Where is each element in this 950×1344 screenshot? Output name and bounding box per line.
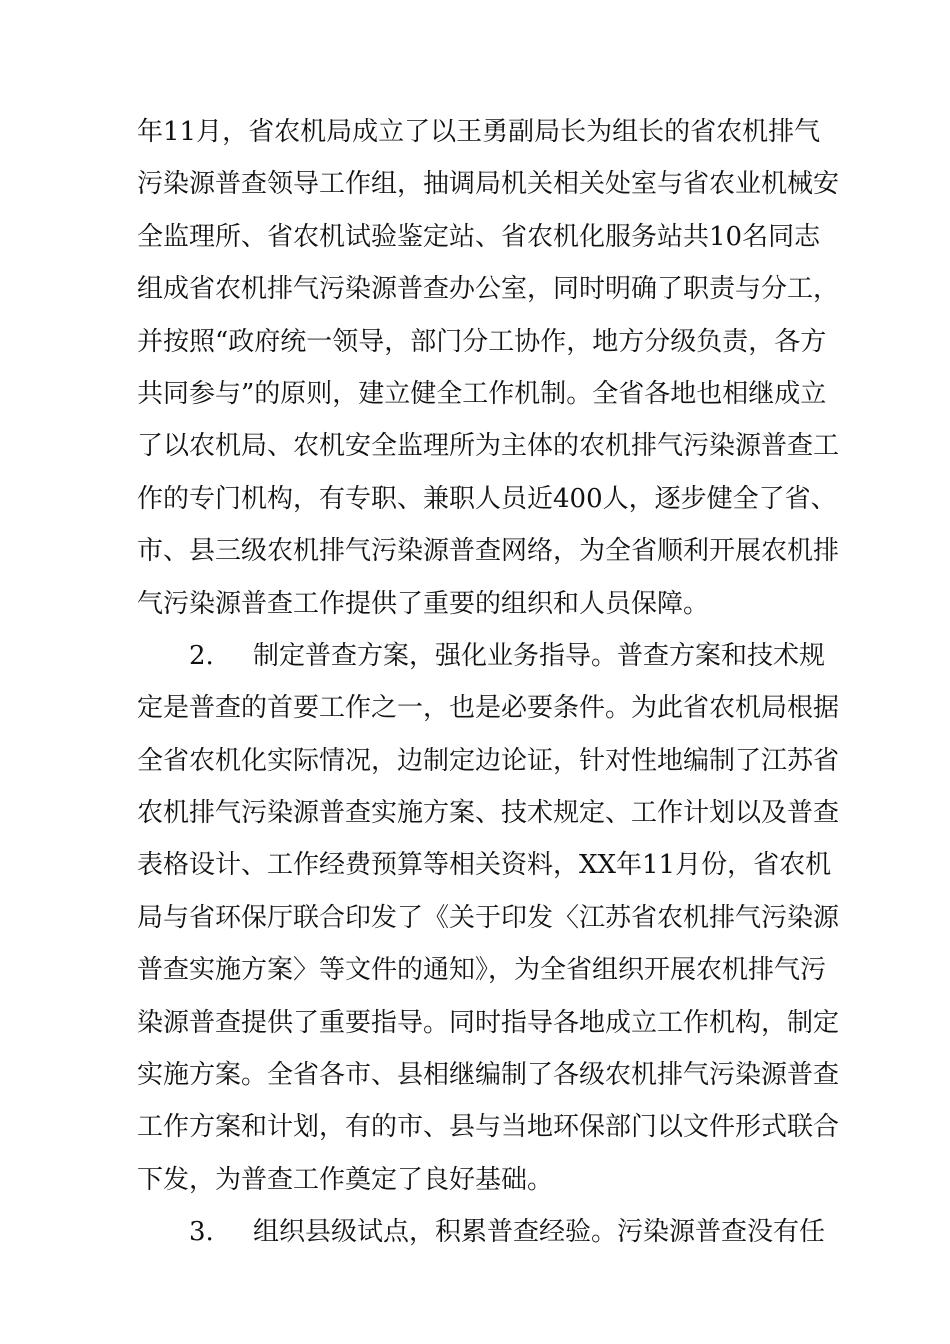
text-line: 了以农机局、农机安全监理所为主体的农机排气污染源普查工	[137, 431, 840, 462]
section-2-first-line: 制定普查方案，强化业务指导。普查方案和技术规	[253, 640, 826, 671]
text-line: 共同参与”的原则，建立健全工作机制。全省各地也相继成立	[137, 378, 827, 409]
text-line: 污染源普查领导工作组，抽调局机关相关处室与省农业机械安	[137, 169, 840, 200]
text-line: 工作方案和计划，有的市、县与当地环保部门以文件形式联合	[137, 1112, 840, 1143]
section-3-heading-line	[137, 1206, 837, 1258]
text-line: 市、县三级农机排气污染源普查网络，为全省顺利开展农机排	[137, 536, 840, 567]
text-line: 全省农机化实际情况，边制定边论证，针对性地编制了江苏省	[137, 745, 840, 776]
document-body	[137, 106, 840, 1259]
section-3-number: 3.	[189, 1217, 214, 1248]
text-line: 实施方案。全省各市、县相继编制了各级农机排气污染源普查	[137, 1060, 840, 1091]
text-line: 下发，为普查工作奠定了良好基础。	[137, 1164, 554, 1195]
text-line: 普查实施方案〉等文件的通知》，为全省组织开展农机排气污	[137, 955, 827, 986]
section-2-number: 2.	[189, 640, 214, 671]
section-3-first-line: 组织县级试点，积累普查经验。污染源普查没有任	[253, 1217, 826, 1248]
text-line: 年11月，省农机局成立了以王勇副局长为组长的省农机排气	[137, 117, 821, 147]
text-line: 组成省农机排气污染源普查办公室，同时明确了职责与分工，	[137, 274, 840, 305]
text-line: 表格设计、工作经费预算等相关资料，XX年11月份，省农机	[137, 850, 832, 881]
text-line: 全监理所、省农机试验鉴定站、省农机化服务站共10名同志	[137, 221, 821, 252]
text-line: 染源普查提供了重要指导。同时指导各地成立工作机构，制定	[137, 1007, 840, 1038]
text-line: 气污染源普查工作提供了重要的组织和人员保障。	[137, 588, 710, 619]
section-2-heading-line	[137, 630, 837, 682]
text-line: 局与省环保厅联合印发了《关于印发〈江苏省农机排气污染源	[137, 902, 840, 933]
text-line: 并按照“政府统一领导，部门分工协作，地方分级负责，各方	[137, 326, 827, 357]
text-line: 农机排气污染源普查实施方案、技术规定、工作计划以及普查	[137, 798, 840, 829]
text-line: 定是普查的首要工作之一，也是必要条件。为此省农机局根据	[137, 693, 840, 724]
text-line: 作的专门机构，有专职、兼职人员近400人，逐步健全了省、	[137, 483, 837, 514]
